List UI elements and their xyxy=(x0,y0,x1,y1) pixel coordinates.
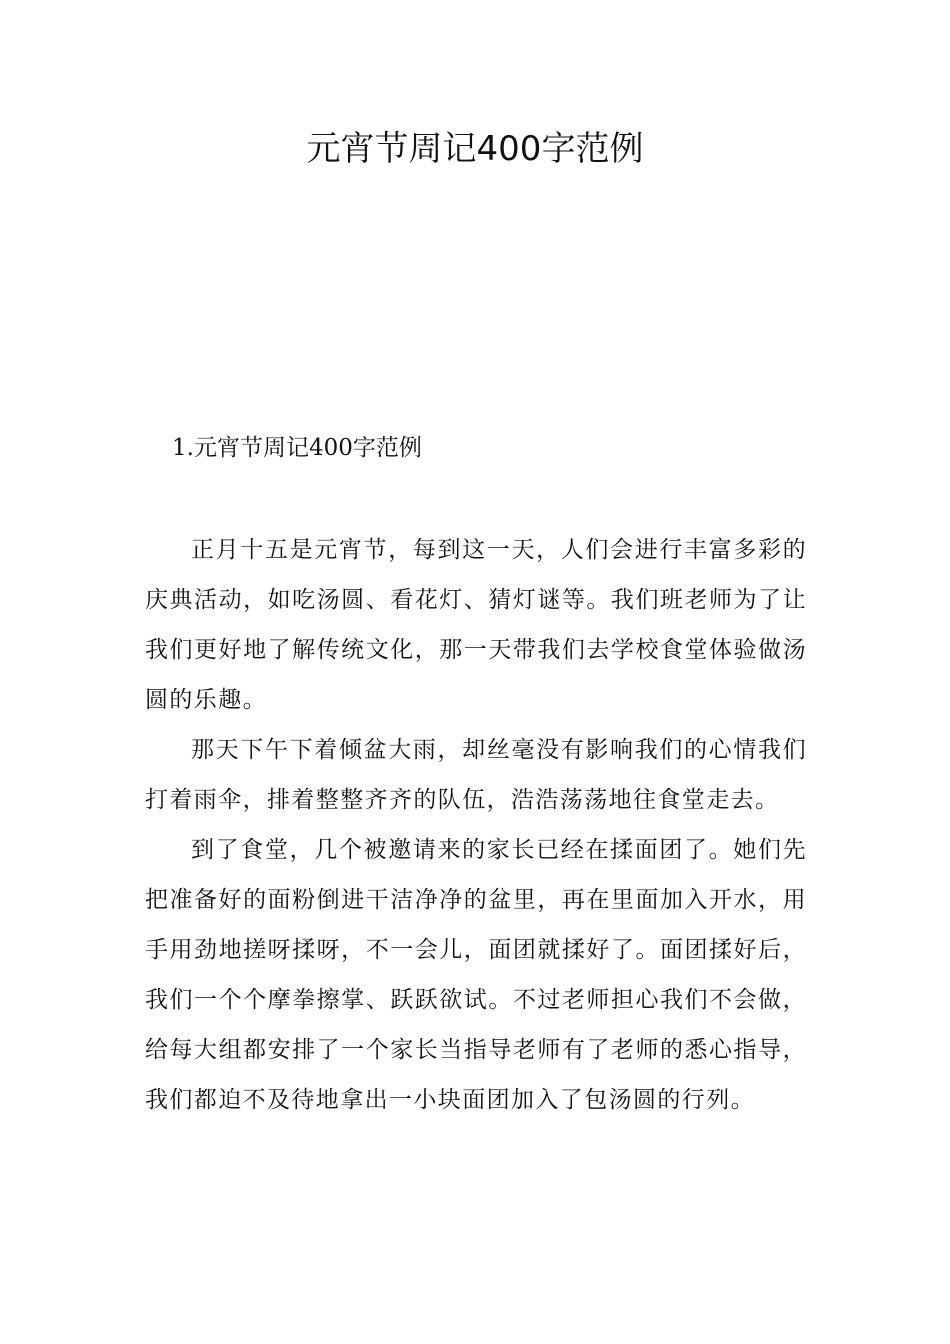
section-heading: 1.元宵节周记400字范例 xyxy=(172,435,422,461)
document-title: 元宵节周记400字范例 xyxy=(306,129,644,169)
paragraph-3: 到了食堂，几个被邀请来的家长已经在揉面团了。她们先把准备好的面粉倒进干洁净净的盆里，再在里面加入开水，用手用劲地搓呀揉呀，不一会儿，面团就揉好了。面团揉好后，我们一个个摩拳擦掌、跃跃欲试。不过老师担心我们不会做，给每大组都安排了一个家长当指导老师有了老师的悉心指导，我们都迫不及待地拿出一小块面团加入了包汤圆的行列。 xyxy=(145,837,807,1113)
paragraph-2: 那天下午下着倾盆大雨，却丝毫没有影响我们的心情我们打着雨伞，排着整整齐齐的队伍，浩浩荡荡地往食堂走去。 xyxy=(145,737,807,813)
body-text xyxy=(145,525,807,1125)
paragraph-1: 正月十五是元宵节，每到这一天，人们会进行丰富多彩的庆典活动，如吃汤圆、看花灯、猜灯谜等。我们班老师为了让我们更好地了解传统文化，那一天带我们去学校食堂体验做汤圆的乐趣。 xyxy=(145,537,807,713)
